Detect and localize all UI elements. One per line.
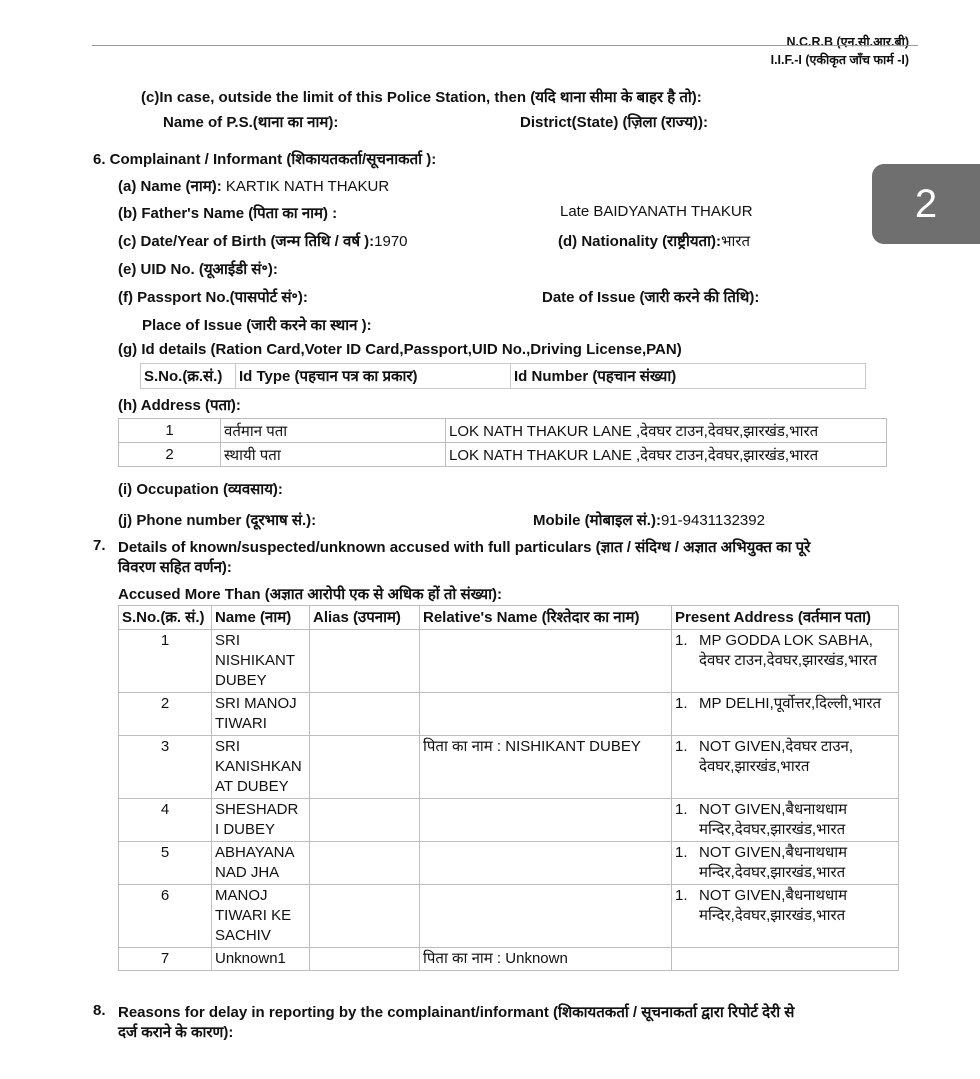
accused-relative [420, 693, 672, 736]
nationality-label: (d) Nationality (राष्ट्रीयता): [558, 233, 721, 250]
address-text: MP GODDA LOK SABHA, देवघर टाउन,देवघर,झारखंड,भारत [699, 632, 878, 669]
accused-sno: 2 [119, 693, 212, 736]
col-address-header: Present Address (वर्तमान पता) [672, 606, 899, 630]
accused-name: SRI MANOJ TIWARI [212, 693, 310, 736]
ps-name-label: Name of P.S.(थाना का नाम): [163, 114, 339, 131]
accused-address [672, 842, 899, 885]
accused-sno: 4 [119, 799, 212, 842]
address-type: वर्तमान पता [221, 419, 446, 443]
accused-heading-line2: विवरण सहित वर्णन): [118, 559, 232, 576]
mobile-label: Mobile (मोबाइल सं.): [533, 512, 661, 529]
id-details-table [140, 363, 866, 389]
accused-address [672, 736, 899, 799]
accused-alias [310, 630, 420, 693]
nationality-value: भारत [720, 233, 751, 250]
district-label: District(State) (ज़िला (राज्य)): [520, 114, 709, 131]
table-row [119, 419, 887, 443]
accused-name: SHESHADR I DUBEY [212, 799, 310, 842]
id-sno-header: S.No.(क्र.सं.) [141, 364, 236, 389]
accused-address [672, 693, 899, 736]
section7-number: 7. [93, 537, 106, 554]
accused-sno: 5 [119, 842, 212, 885]
accused-relative [420, 799, 672, 842]
address-text: NOT GIVEN,देवघर टाउन, देवघर,झारखंड,भारत [699, 738, 854, 775]
page-number: 2 [914, 181, 938, 226]
table-row [141, 364, 866, 389]
accused-name: SRI KANISHKAN AT DUBEY [212, 736, 310, 799]
table-row [119, 736, 899, 799]
name-label: (a) Name (नाम): [118, 178, 222, 195]
father-name-label: (b) Father's Name (पिता का नाम) : [118, 205, 338, 222]
address-sno: 2 [119, 443, 221, 467]
header-divider [92, 45, 918, 46]
table-row [119, 443, 887, 467]
col-sno-header: S.No.(क्र. सं.) [119, 606, 212, 630]
accused-alias [310, 948, 420, 971]
col-alias-header: Alias (उपनाम) [310, 606, 420, 630]
address-table [118, 418, 887, 467]
accused-relative: पिता का नाम : Unknown [420, 948, 672, 971]
accused-relative [420, 885, 672, 948]
accused-heading-line1: Details of known/suspected/unknown accused with full particulars (ज्ञात / संदिग्ध / अज्ञात अभियुक्त का पूरे [118, 539, 811, 556]
place-of-issue-label: Place of Issue (जारी करने का स्थान ): [142, 317, 372, 334]
delay-reasons-line1: Reasons for delay in reporting by the complainant/informant (शिकायतकर्ता / सूचनाकर्ता द्वारा रिपोर्ट देरी से [118, 1004, 795, 1021]
col-relative-header: Relative's Name (रिश्तेदार का नाम) [420, 606, 672, 630]
passport-label: (f) Passport No.(पासपोर्ट सं॰): [118, 289, 308, 306]
address-text: NOT GIVEN,बैधनाथधाम मन्दिर,देवघर,झारखंड,भारत [699, 844, 848, 881]
dob-row [118, 231, 408, 251]
address-number: 1. [675, 632, 688, 649]
section8-number: 8. [93, 1002, 106, 1019]
complainant-name-row [118, 176, 389, 196]
id-type-header: Id Type (पहचान पत्र का प्रकार) [236, 364, 511, 389]
accused-alias [310, 885, 420, 948]
form-title: I.I.F.-I (एकीकृत जाँच फार्म -I) [770, 53, 909, 67]
address-label: (h) Address (पता): [118, 397, 241, 414]
address-number: 1. [675, 695, 688, 712]
address-text: NOT GIVEN,बैधनाथधाम मन्दिर,देवघर,झारखंड,भारत [699, 801, 848, 838]
address-type: स्थायी पता [221, 443, 446, 467]
accused-alias [310, 799, 420, 842]
accused-address [672, 799, 899, 842]
uid-label: (e) UID No. (यूआईडी सं॰): [118, 261, 278, 278]
accused-name: SRI NISHIKANT DUBEY [212, 630, 310, 693]
delay-reasons-line2: दर्ज कराने के कारण): [118, 1024, 234, 1041]
phone-label: (j) Phone number (दूरभाष सं.): [118, 512, 317, 529]
accused-table [118, 605, 899, 971]
page-number-badge [872, 164, 980, 244]
accused-address [672, 948, 899, 971]
accused-name: Unknown1 [212, 948, 310, 971]
address-value: LOK NATH THAKUR LANE ,देवघर टाउन,देवघर,झारखंड,भारत [446, 419, 887, 443]
table-header-row [119, 606, 899, 630]
dob-value: 1970 [374, 233, 408, 250]
accused-name: MANOJ TIWARI KE SACHIV [212, 885, 310, 948]
address-number: 1. [675, 887, 688, 904]
date-of-issue-label: Date of Issue (जारी करने की तिथि): [542, 289, 760, 306]
outside-ps-heading: (c)In case, outside the limit of this Police Station, then (यदि थाना सीमा के बाहर है तो): [141, 89, 702, 106]
table-row [119, 885, 899, 948]
col-name-header: Name (नाम) [212, 606, 310, 630]
complainant-heading: 6. Complainant / Informant (शिकायतकर्ता/सूचनाकर्ता ): [93, 151, 437, 168]
table-row [119, 799, 899, 842]
accused-relative [420, 630, 672, 693]
address-text: NOT GIVEN,बैधनाथधाम मन्दिर,देवघर,झारखंड,भारत [699, 887, 848, 924]
address-number: 1. [675, 738, 688, 755]
mobile-value: 91-9431132392 [660, 512, 765, 529]
address-value: LOK NATH THAKUR LANE ,देवघर टाउन,देवघर,झारखंड,भारत [446, 443, 887, 467]
nationality-row [558, 231, 750, 251]
accused-alias [310, 693, 420, 736]
accused-relative [420, 842, 672, 885]
accused-address [672, 885, 899, 948]
accused-name: ABHAYANA NAD JHA [212, 842, 310, 885]
mobile-row [533, 510, 765, 530]
accused-alias [310, 842, 420, 885]
dob-label: (c) Date/Year of Birth (जन्म तिथि / वर्ष ): [118, 233, 375, 250]
address-number: 1. [675, 801, 688, 818]
accused-sno: 1 [119, 630, 212, 693]
table-row [119, 693, 899, 736]
accused-alias [310, 736, 420, 799]
accused-more-label: Accused More Than (अज्ञात आरोपी एक से अधिक हों तो संख्या): [118, 586, 502, 603]
accused-sno: 6 [119, 885, 212, 948]
table-row [119, 948, 899, 971]
ncrb-header: N.C.R.B (एन.सी.आर.बी) [786, 35, 909, 49]
id-details-label: (g) Id details (Ration Card,Voter ID Card,Passport,UID No.,Driving License,PAN) [118, 341, 682, 358]
accused-sno: 7 [119, 948, 212, 971]
id-number-header: Id Number (पहचान संख्या) [511, 364, 866, 389]
table-row [119, 842, 899, 885]
accused-address [672, 630, 899, 693]
address-number: 1. [675, 844, 688, 861]
accused-sno: 3 [119, 736, 212, 799]
table-row [119, 630, 899, 693]
occupation-label: (i) Occupation (व्यवसाय): [118, 481, 283, 498]
address-sno: 1 [119, 419, 221, 443]
father-name-value: Late BAIDYANATH THAKUR [560, 203, 753, 220]
address-text: MP DELHI,पूर्वोत्तर,दिल्ली,भारत [699, 695, 882, 712]
accused-relative: पिता का नाम : NISHIKANT DUBEY [420, 736, 672, 799]
name-value: KARTIK NATH THAKUR [221, 178, 390, 195]
